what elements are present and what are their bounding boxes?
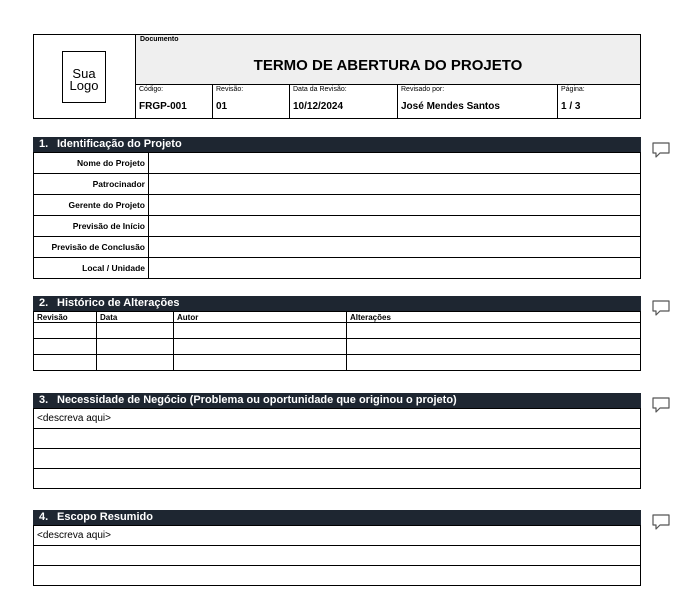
comment-icon[interactable]	[651, 300, 671, 316]
table-row	[34, 546, 641, 566]
table-cell[interactable]	[347, 355, 641, 371]
table-cell[interactable]	[347, 323, 641, 339]
table-row	[34, 339, 641, 355]
column-header: Autor	[174, 312, 347, 323]
table-cell[interactable]	[174, 355, 347, 371]
table-row	[34, 216, 641, 237]
column-header: Revisão	[34, 312, 97, 323]
summary-scope-table	[33, 525, 641, 586]
logo-line-1: Sua	[72, 66, 96, 81]
table-row	[34, 174, 641, 195]
identification-table	[33, 152, 641, 279]
meta-revision: Revisão: 01	[213, 85, 290, 118]
field-value-cell[interactable]	[149, 153, 641, 174]
field-value-cell[interactable]	[149, 195, 641, 216]
section-change-history	[33, 296, 641, 371]
table-cell[interactable]	[97, 323, 174, 339]
table-cell[interactable]	[34, 469, 641, 489]
table-cell[interactable]	[347, 339, 641, 355]
meta-page: Página: 1 / 3	[561, 86, 585, 112]
table-cell[interactable]	[174, 339, 347, 355]
field-value-cell[interactable]	[149, 237, 641, 258]
table-row	[34, 237, 641, 258]
field-label: Previsão de Conclusão	[34, 237, 149, 258]
field-label: Gerente do Projeto	[34, 195, 149, 216]
table-row	[34, 409, 641, 429]
table-row	[34, 258, 641, 279]
placeholder-text[interactable]: <descreva aqui>	[34, 526, 641, 546]
table-row	[34, 469, 641, 489]
meta-revision-date: Data da Revisão: 10/12/2024	[290, 85, 398, 118]
table-row	[34, 449, 641, 469]
table-cell[interactable]	[174, 323, 347, 339]
column-header: Alterações	[347, 312, 641, 323]
section-business-need	[33, 393, 641, 489]
table-cell[interactable]	[97, 339, 174, 355]
table-header-row	[34, 312, 641, 323]
table-row	[34, 323, 641, 339]
section-project-identification	[33, 137, 641, 279]
table-cell[interactable]	[34, 339, 97, 355]
table-row	[34, 355, 641, 371]
table-row	[34, 566, 641, 586]
section-2-title: 2. Histórico de Alterações	[33, 296, 641, 311]
section-summary-scope	[33, 510, 641, 586]
business-need-table	[33, 408, 641, 489]
field-label: Patrocinador	[34, 174, 149, 195]
table-row	[34, 195, 641, 216]
history-table	[33, 311, 641, 371]
column-header: Data	[97, 312, 174, 323]
field-value-cell[interactable]	[149, 174, 641, 195]
table-cell[interactable]	[34, 429, 641, 449]
document-label: Documento	[140, 36, 179, 43]
meta-code: Código: FRGP-001	[136, 85, 213, 118]
table-cell[interactable]	[34, 449, 641, 469]
table-cell[interactable]	[34, 355, 97, 371]
comment-icon[interactable]	[651, 514, 671, 530]
document-header	[33, 34, 641, 119]
table-cell[interactable]	[34, 546, 641, 566]
logo-cell	[34, 35, 136, 118]
comment-icon[interactable]	[651, 397, 671, 413]
document-title: TERMO DE ABERTURA DO PROJETO	[253, 57, 523, 74]
field-label: Previsão de Início	[34, 216, 149, 237]
section-1-title: 1. Identificação do Projeto	[33, 137, 641, 152]
placeholder-text[interactable]: <descreva aqui>	[34, 409, 641, 429]
comment-icon[interactable]	[651, 142, 671, 158]
meta-reviewed-by: Revisado por: José Mendes Santos	[398, 85, 558, 118]
field-value-cell[interactable]	[149, 216, 641, 237]
section-3-title: 3. Necessidade de Negócio (Problema ou oportunidade que originou o projeto)	[33, 393, 641, 408]
table-cell[interactable]	[34, 566, 641, 586]
document-title-area	[136, 35, 640, 85]
field-label: Local / Unidade	[34, 258, 149, 279]
table-row	[34, 429, 641, 449]
field-label: Nome do Projeto	[34, 153, 149, 174]
field-value-cell[interactable]	[149, 258, 641, 279]
logo-line-2: Logo	[69, 78, 99, 93]
table-row	[34, 153, 641, 174]
table-cell[interactable]	[97, 355, 174, 371]
section-4-title: 4. Escopo Resumido	[33, 510, 641, 525]
logo	[62, 51, 106, 103]
table-cell[interactable]	[34, 323, 97, 339]
table-row	[34, 526, 641, 546]
